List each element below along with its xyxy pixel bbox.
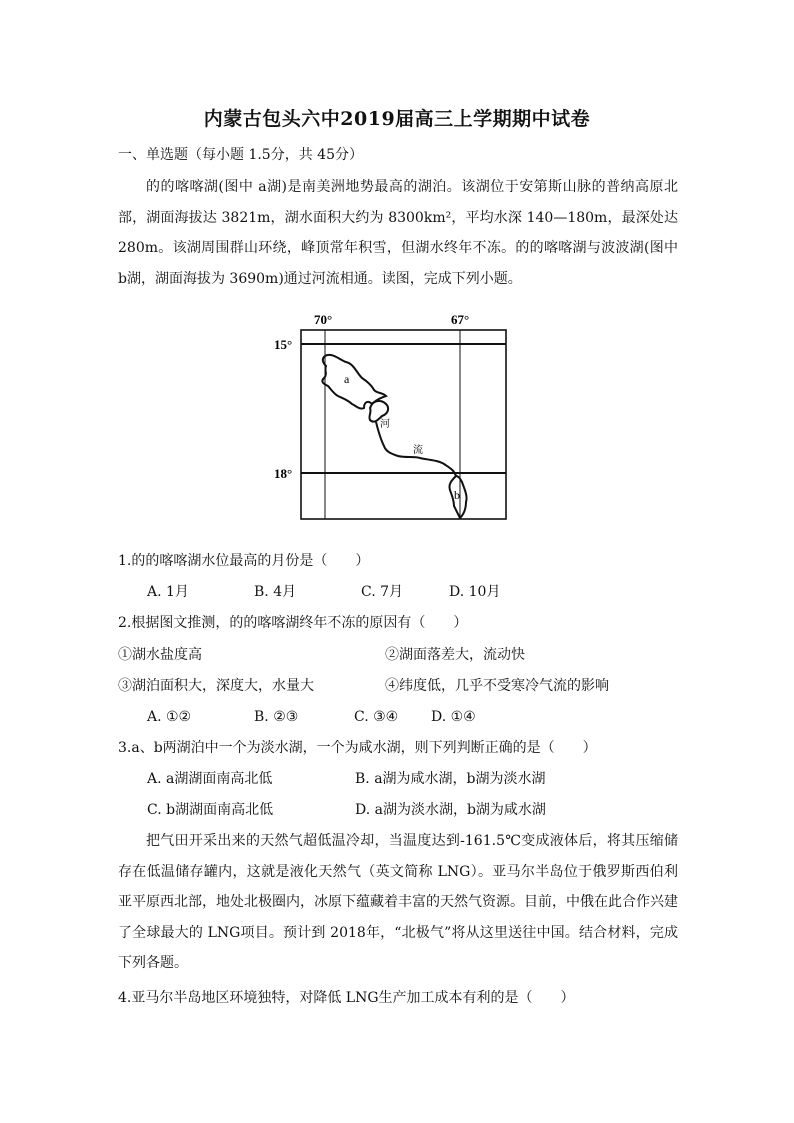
q2-item-3: ③湖泊面积大，深度大，水量大 bbox=[118, 678, 314, 694]
label-lat-18: 18° bbox=[274, 466, 293, 481]
passage-2: 把气田开采出来的天然气超低温冷却，当温度达到-161.5℃变成液体后，将其压缩储存在低温储存罐内，这就是液化天然气（英文简称 LNG）。亚马尔半岛位于俄罗斯西伯利亚平原西北部，地处北极圈内，冰原下蕴藏着丰富的天然气资源。目前，中俄在此合作兴建了全球最大的 LNG项目。预计到 2018年，“北极气”将从这里送往中国。结合材料，完成下列各题。 bbox=[118, 833, 678, 971]
lake-map-figure bbox=[268, 308, 518, 526]
question-4-stem: 4.亚马尔半岛地区环境独特，对降低 LNG生产加工成本有利的是（ ） bbox=[118, 990, 575, 1006]
passage-1: 的的喀喀湖(图中 a湖)是南美洲地势最高的湖泊。该湖位于安第斯山脉的普纳高原北部，湖面海拔达 3821m，湖水面积大约为 8300km²，平均水深 140—180m，最深处达 280m。该湖周围群山环绕，峰顶常年积雪，但湖水终年不冻。的的喀喀湖与波波湖(图中 b湖，湖面海拔为 3690m)通过河流相通。读图，完成下列小题。 bbox=[118, 179, 678, 287]
question-3-stem: 3.a、b两湖泊中一个为淡水湖，一个为咸水湖，则下列判断正确的是（ ） bbox=[118, 740, 597, 756]
q2-option-b[interactable]: B. ②③ bbox=[254, 709, 299, 725]
map-frame bbox=[301, 330, 506, 519]
label-lon-67: 67° bbox=[451, 312, 470, 327]
q3-option-d[interactable]: D. a湖为淡水湖，b湖为咸水湖 bbox=[355, 802, 546, 818]
label-lake-b: b bbox=[454, 488, 460, 502]
label-lake-a: a bbox=[344, 372, 350, 386]
label-river-1: 河 bbox=[380, 419, 390, 430]
q2-option-c[interactable]: C. ③④ bbox=[354, 709, 399, 725]
q1-option-b[interactable]: B. 4月 bbox=[254, 584, 297, 600]
label-river-2: 流 bbox=[413, 445, 423, 456]
q2-option-a[interactable]: A. ①② bbox=[147, 709, 192, 725]
q3-option-a[interactable]: A. a湖湖面南高北低 bbox=[147, 771, 273, 787]
section-heading: 一、单选题（每小题 1.5分，共 45分） bbox=[118, 147, 363, 163]
q2-item-1: ①湖水盐度高 bbox=[118, 647, 202, 663]
label-lon-70: 70° bbox=[314, 312, 333, 327]
page-title: 内蒙古包头六中2019届高三上学期期中试卷 bbox=[203, 108, 591, 130]
q1-option-a[interactable]: A. 1月 bbox=[147, 584, 189, 600]
question-2-stem: 2.根据图文推测，的的喀喀湖终年不冻的原因有（ ） bbox=[118, 615, 468, 631]
label-lat-15: 15° bbox=[274, 337, 293, 352]
q3-option-b[interactable]: B. a湖为咸水湖，b湖为淡水湖 bbox=[355, 771, 546, 787]
question-1-stem: 1.的的喀喀湖水位最高的月份是（ ） bbox=[118, 553, 370, 569]
q2-item-2: ②湖面落差大，流动快 bbox=[385, 647, 525, 663]
q1-option-d[interactable]: D. 10月 bbox=[449, 584, 501, 600]
q2-option-d[interactable]: D. ①④ bbox=[431, 709, 476, 725]
q2-item-4: ④纬度低，几乎不受寒冷气流的影响 bbox=[385, 678, 609, 694]
q1-option-c[interactable]: C. 7月 bbox=[361, 584, 404, 600]
q3-option-c[interactable]: C. b湖湖面南高北低 bbox=[147, 802, 274, 818]
